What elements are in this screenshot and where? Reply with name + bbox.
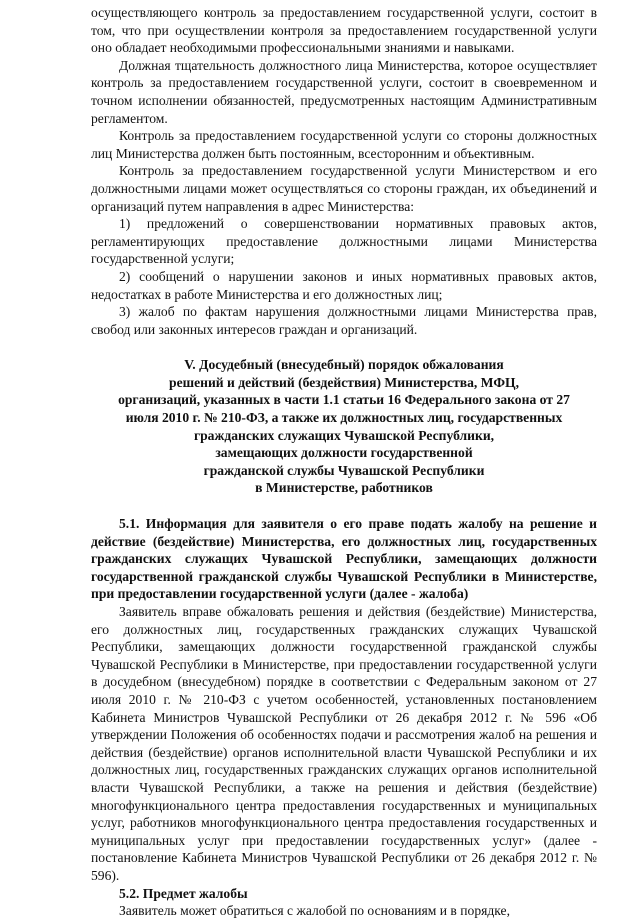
paragraph-3: Контроль за предоставлением государственной услуги со стороны должностных лиц Министерства должен быть постоянным, всесторонним и объективным. (91, 128, 597, 161)
list-item-1: 1) предложений о совершенствовании нормативных правовых актов, регламентирующих предоставление должностными лицами Министерства государственной услуги; (91, 216, 597, 267)
subsection-5-2-title: 5.2. Предмет жалобы (119, 885, 248, 901)
paragraph-1: осуществляющего контроль за предоставлением государственной услуги, состоит в том, что при осуществлении контроля за предоставлением государственной услуги оно обладает необходимыми профессиональными знаниями и навыками. (91, 5, 597, 56)
list-item-2: 2) сообщений о нарушении законов и иных нормативных правовых актов, недостатках в работе Министерства и его должностных лиц; (91, 268, 597, 302)
subsection-5-1-title: 5.1. Информация для заявителя о его праве подать жалобу на решение и действие (бездействие) Министерства, его должностных лиц, государственных гражданских служащих Чувашской Республики, замещающих должности государственной гражданской службы Чувашской Республики в Министерстве, при предоставлении государственной услуги (далее - жалоба) (91, 516, 597, 602)
heading-line-3: организаций, указанных в части 1.1 статьи 16 Федерального закона от 27 (118, 392, 570, 408)
paragraph-4: Контроль за предоставлением государственной услуги Министерством и его должностными лицами может осуществляться со стороны граждан, их объединений и организаций путем направления в адрес Министерства: (91, 163, 597, 214)
heading-line-4: июля 2010 г. № 210-ФЗ, а также их должностных лиц, государственных (125, 410, 563, 426)
section-heading (91, 356, 597, 497)
heading-line-5: гражданских служащих Чувашской Республики, (193, 427, 495, 443)
heading-line-1: V. Досудебный (внесудебный) порядок обжалования (184, 357, 504, 373)
heading-line-6: замещающих должности государственной (215, 445, 473, 461)
heading-line-2: решений и действий (бездействия) Министерства, МФЦ, (169, 374, 519, 390)
heading-line-8: в Министерстве, работников (255, 480, 433, 496)
paragraph-2: Должная тщательность должностного лица Министерства, которое осуществляет контроль за предоставлением государственной услуги, состоит в своевременном и точном исполнении обязанностей, предусмотренных настоящим Административным регламентом. (91, 57, 597, 126)
subsection-5-2-text: Заявитель может обратиться с жалобой по основаниям и в порядке, (119, 903, 510, 919)
subsection-5-1-text: Заявитель вправе обжаловать решения и действия (бездействие) Министерства, его должностных лиц, государственных гражданских служащих Чувашской Республики, замещающих должности государственной гражданской службы Чувашской Республики в Министерстве, при предоставлении государственной услуги в досудебном (внесудебном) порядке в соответствии с Федеральным законом от 27 июля 2010 г. № 210-ФЗ с учетом особенностей, установленных постановлением Кабинета Министров Чувашской Республики от 26 декабря 2012 г. № 596 «Об утверждении Положения об особенностях подачи и рассмотрения жалоб на решения и действия (бездействие) органов исполнительной власти Чувашской Республики и их должностных лиц, государственных гражданских служащих органов исполнительной власти Чувашской Республики, а также на решения и действия (бездействие) многофункционального центра предоставления государственных и муниципальных услуг, работников многофункционального центра предоставления государственных и муниципальных услуг при предоставлении государственных услуг» (далее - постановление Кабинета Министров Чувашской Республики от 26 декабря 2012 г. № 596). (91, 604, 597, 883)
document-page (91, 0, 597, 919)
list-item-3: 3) жалоб по фактам нарушения должностными лицами Министерства прав, свобод или законных интересов граждан и организаций. (91, 304, 597, 337)
heading-line-7: гражданской службы Чувашской Республики (203, 462, 485, 478)
